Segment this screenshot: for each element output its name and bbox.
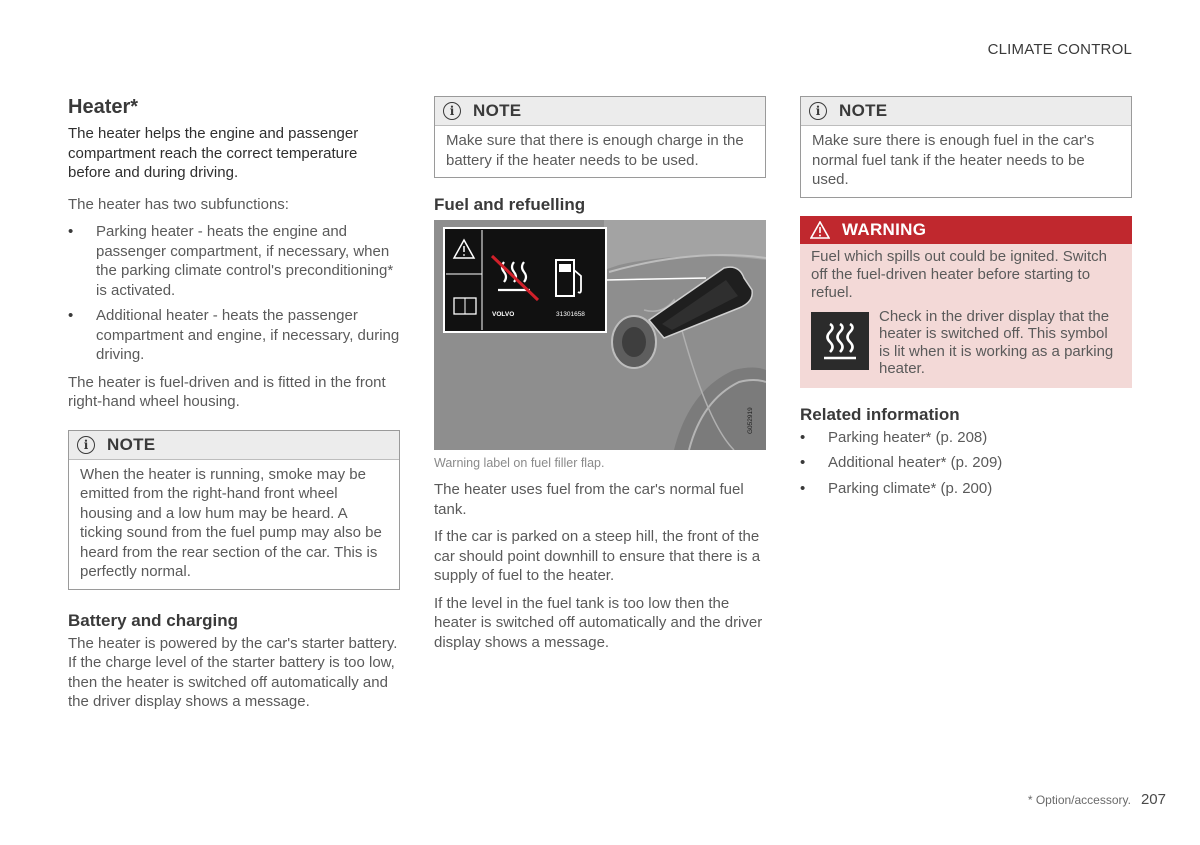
fuel-heading: Fuel and refuelling — [434, 195, 586, 214]
warning-triangle-icon — [810, 221, 830, 239]
note-box — [434, 96, 766, 178]
footnote: * Option/accessory. — [1027, 793, 1131, 807]
figure-caption: Warning label on fuel filler flap. — [434, 456, 605, 470]
note-body: When the heater is running, smoke may be emitted from the right-hand front wheel housing and a low hum may be heard. A ticking sound from the fuel pump may also be heard from the rear section of the car. This is perfectly normal. — [80, 465, 382, 580]
note-box — [800, 96, 1132, 198]
info-icon: i — [77, 436, 95, 454]
fuel-flap-illustration — [434, 220, 766, 450]
note-title: NOTE — [473, 101, 522, 120]
note-box — [68, 430, 400, 590]
related-link[interactable]: • Additional heater* (p. 209) — [800, 453, 1132, 473]
note-header — [801, 97, 1131, 126]
note-title: NOTE — [107, 434, 156, 454]
related-heading: Related information — [800, 404, 960, 424]
subfunctions-paragraph: The heater has two subfunctions: — [68, 195, 289, 213]
info-icon: i — [809, 102, 827, 120]
warning-symbol-row — [800, 302, 1132, 388]
intro-paragraph: The heater helps the engine and passenger compartment reach the correct temperature before and during driving. — [68, 125, 359, 181]
related-link[interactable]: • Parking climate* (p. 200) — [800, 479, 1132, 499]
section-header: CLIMATE CONTROL — [987, 41, 1132, 58]
note-header — [435, 97, 765, 126]
note-body: Make sure there is enough fuel in the car's normal fuel tank if the heater needs to be used. — [812, 132, 1095, 188]
heater-symbol-icon — [811, 312, 869, 370]
warning-box — [800, 216, 1132, 388]
fuel-paragraph-3: If the level in the fuel tank is too low then the heater is switched off automatically and the driver display shows a message. — [434, 594, 763, 651]
column-2 — [434, 96, 766, 660]
fuel-paragraph-2: If the car is parked on a steep hill, the front of the car should point downhill to ensure that there is a supply of fuel to the heater. — [434, 528, 761, 584]
note-header — [69, 431, 399, 460]
info-icon: i — [443, 102, 461, 120]
fuel-paragraph-1: The heater uses fuel from the car's normal fuel tank. — [434, 481, 744, 518]
note-title: NOTE — [839, 101, 888, 120]
column-1 — [68, 96, 400, 720]
column-3 — [800, 96, 1132, 506]
page-number: 207 — [1140, 791, 1166, 808]
list-item: • Additional heater - heats the passenger compartment and engine, if necessary, during driving. — [68, 306, 400, 365]
image-code: G052919 — [747, 407, 754, 434]
label-number: 31301658 — [556, 311, 585, 318]
fuel-driven-paragraph: The heater is fuel-driven and is fitted in the front right-hand wheel housing. — [68, 373, 386, 410]
page-footer — [1028, 791, 1166, 808]
battery-paragraph: The heater is powered by the car's starter battery. If the charge level of the starter battery is too low, then the heater is switched off automatically and the driver display shows a message. — [68, 634, 398, 710]
warning-body: Fuel which spills out could be ignited. Switch off the fuel-driven heater before starting to refuel. — [811, 247, 1107, 301]
note-body: Make sure that there is enough charge in the battery if the heater needs to be used. — [446, 132, 744, 169]
warning-header — [800, 216, 1132, 244]
related-list — [800, 428, 1132, 499]
list-item: • Parking heater - heats the engine and passenger compartment, if necessary, when the parking climate control's preconditioning* is activated. — [68, 222, 400, 300]
fuel-flap-drawing — [434, 220, 766, 450]
warning-title: WARNING — [842, 219, 927, 239]
symbol-description: Check in the driver display that the heater is switched off. This symbol is lit when it is working as a parking heater. — [879, 307, 1114, 377]
page-title: Heater* — [68, 96, 139, 118]
subfunctions-list — [68, 222, 400, 365]
battery-heading: Battery and charging — [68, 610, 239, 630]
related-link[interactable]: • Parking heater* (p. 208) — [800, 428, 1132, 448]
label-brand: VOLVO — [492, 311, 515, 318]
